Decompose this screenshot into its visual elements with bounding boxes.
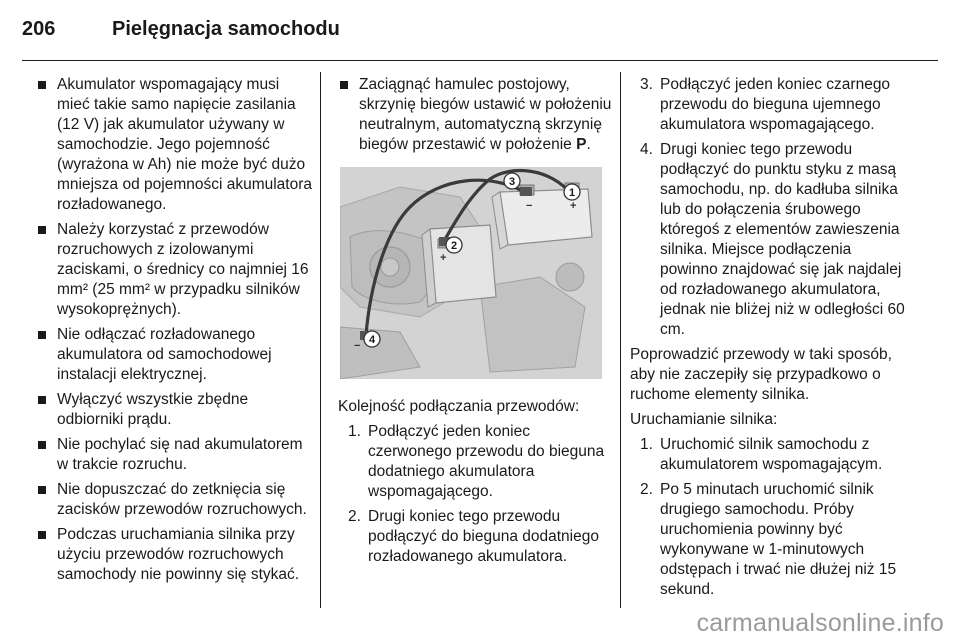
watermark: carmanualsonline.info — [696, 609, 944, 637]
step-text: Drugi koniec tego przewodu podłączyć do punktu styku z masą samochodu, np. do kadłuba silnika lub do połączenia śrubowego któregoś z elementów zawieszenia silnika. Miejsce podłączenia powinno znajdować się jak najdalej od rozładowanego akumulatora, jednak nie bliżej niż w odległości 60 cm. — [660, 141, 905, 338]
step-number: 2. — [348, 508, 361, 525]
plus-sign: + — [570, 200, 577, 212]
callout-4 — [364, 331, 380, 347]
callout-label: 1 — [568, 187, 576, 199]
step-text: Drugi koniec tego przewodu podłączyć do bieguna dodatniego rozładowanego akumulatora. — [368, 508, 599, 565]
bullet-item: Podczas uruchamiania silnika przy użyciu przewodów rozruchowych samochody nie powinny się stykać. — [36, 525, 314, 585]
step-text: Po 5 minutach uruchomić silnik drugiego samochodu. Próby uruchomienia powinny być wykonywane w 1-minutowych odstępach i trwać nie dłużej niż 15 sekund. — [660, 481, 897, 598]
callout-label: 3 — [508, 176, 516, 188]
column-divider-1 — [320, 72, 321, 608]
numbered-step — [630, 140, 908, 340]
step-number: 1. — [348, 423, 361, 440]
step-text: Podłączyć jeden koniec czarnego przewodu do bieguna ujemnego akumulatora wspomagającego. — [660, 76, 891, 133]
callout-label: 4 — [368, 334, 376, 346]
plus-sign: + — [440, 252, 447, 264]
step-number: 3. — [640, 76, 653, 93]
step-number: 4. — [640, 141, 653, 158]
numbered-step — [630, 75, 908, 135]
callout-1 — [564, 184, 580, 200]
callout-label: 2 — [450, 240, 458, 252]
minus-sign: − — [354, 340, 361, 352]
numbered-step — [338, 507, 612, 567]
minus-sign: − — [526, 200, 533, 212]
header-rule — [22, 60, 938, 61]
page-header — [22, 12, 340, 46]
numbered-step — [630, 480, 908, 600]
bullet-item: Nie dopuszczać do zetknięcia się zacisków przewodów rozruchowych. — [36, 480, 314, 520]
step-text: Podłączyć jeden koniec czerwonego przewodu do bieguna dodatniego akumulatora wspomagającego. — [368, 423, 605, 500]
engine-bay-illustration — [340, 167, 602, 379]
engine-bay-figure — [340, 167, 602, 379]
callout-2 — [446, 237, 462, 253]
gear-position: P — [576, 136, 587, 153]
connection-order-intro: Kolejność podłączania przewodów: — [338, 398, 580, 415]
numbered-step — [338, 422, 612, 502]
bullet-item: Wyłączyć wszystkie zbędne odbiorniki prądu. — [36, 390, 314, 430]
step-number: 2. — [640, 481, 653, 498]
column-divider-2 — [620, 72, 621, 608]
paragraph: Uruchamianie silnika: — [630, 411, 778, 428]
step-text: Uruchomić silnik samochodu z akumulatorem wspomagającym. — [660, 436, 883, 473]
bullet-item: Nie pochylać się nad akumulatorem w trakcie rozruchu. — [36, 435, 314, 475]
chapter-title: Pielęgnacja samochodu — [112, 17, 340, 40]
bullet-item: Nie odłączać rozładowanego akumulatora od samochodowej instalacji elektrycznej. — [36, 325, 314, 385]
numbered-step — [630, 435, 908, 475]
page-number: 206 — [22, 17, 56, 40]
column-3 — [630, 75, 908, 605]
step-number: 1. — [640, 436, 653, 453]
column-1 — [36, 75, 314, 590]
callout-3 — [504, 173, 520, 189]
column-2 — [338, 75, 612, 572]
bullet-text: Zaciągnąć hamulec postojowy, skrzynię biegów ustawić w położeniu neutralnym, automatyczną skrzynię biegów przestawić w położenie — [359, 76, 612, 153]
bullet-item: Należy korzystać z przewodów rozruchowych z izolowanymi zaciskami, o średnicy co najmniej 16 mm² (25 mm² w przypadku silników wysokoprężnych). — [36, 220, 314, 320]
paragraph: Poprowadzić przewody w taki sposób, aby nie zaczepiły się przypadkowo o ruchome elementy silnika. — [630, 346, 892, 403]
bullet-end: . — [586, 136, 591, 153]
bullet-item — [338, 75, 612, 155]
bullet-item: Akumulator wspomagający musi mieć takie samo napięcie zasilania (12 V) jak akumulator używany w samochodzie. Jego pojemność (wyrażona w Ah) nie może być dużo mniejsza od pojemności akumulatora rozładowanego. — [36, 75, 314, 215]
